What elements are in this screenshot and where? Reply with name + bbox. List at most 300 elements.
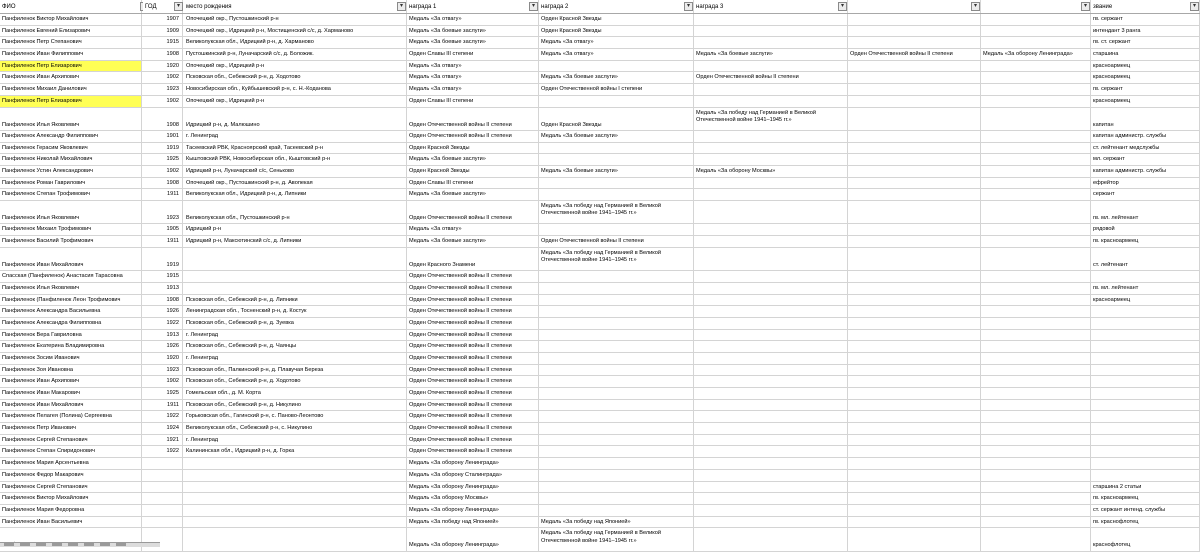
cell-award1[interactable]: Медаль «За отвагу» [407, 84, 539, 95]
cell-birthplace[interactable]: Опочецкий окр., Идрицкий р-н [184, 61, 407, 72]
cell-award3[interactable] [694, 423, 848, 434]
cell-award2[interactable] [539, 411, 694, 422]
cell-award1[interactable]: Медаль «За боевые заслуги» [407, 154, 539, 165]
cell-birthplace[interactable] [184, 493, 407, 504]
cell-col7[interactable] [848, 388, 981, 399]
cell-col8[interactable] [981, 14, 1091, 25]
cell-birthplace[interactable]: г. Ленинград [184, 353, 407, 364]
cell-award2[interactable] [539, 330, 694, 341]
cell-rank[interactable]: старшина 2 статьи [1091, 482, 1200, 493]
cell-fio[interactable]: Панфиленок Вера Гавриловна [0, 330, 142, 341]
cell-rank[interactable] [1091, 411, 1200, 422]
cell-year[interactable] [143, 470, 183, 481]
cell-col8[interactable] [981, 37, 1091, 48]
cell-birthplace[interactable]: Идрицкий р-н, д. Малюшино [184, 108, 407, 130]
cell-col7[interactable] [848, 189, 981, 200]
cell-fio[interactable]: Панфиленок Александра Васильевна [0, 306, 142, 317]
cell-award1[interactable]: Орден Отечественной войны II степени [407, 365, 539, 376]
cell-rank[interactable] [1091, 318, 1200, 329]
cell-award1[interactable]: Орден Отечественной войны II степени [407, 295, 539, 306]
cell-fio[interactable]: Панфиленок Иван Архипович [0, 72, 142, 83]
cell-birthplace[interactable]: г. Ленинград [184, 330, 407, 341]
sheet-tabs[interactable] [0, 542, 160, 547]
cell-rank[interactable]: красноармеец [1091, 72, 1200, 83]
cell-award3[interactable] [694, 470, 848, 481]
cell-award1[interactable]: Медаль «За оборону Ленинграда» [407, 528, 539, 550]
cell-col8[interactable] [981, 458, 1091, 469]
cell-fio[interactable] [0, 528, 142, 550]
cell-award2[interactable] [539, 423, 694, 434]
cell-fio[interactable]: Спасская (Панфиленок) Анастасия Тарасовна [0, 271, 142, 282]
filter-dropdown-icon[interactable]: ▾ [1190, 2, 1199, 11]
cell-award3[interactable] [694, 143, 848, 154]
cell-col7[interactable] [848, 435, 981, 446]
cell-birthplace[interactable]: Псковская обл., Себежский р-н, д. Ходотово [184, 72, 407, 83]
cell-award1[interactable]: Орден Отечественной войны II степени [407, 376, 539, 387]
cell-col8[interactable] [981, 201, 1091, 223]
cell-award1[interactable]: Медаль «За отвагу» [407, 224, 539, 235]
cell-award3[interactable]: Медаль «За победу над Германией в Великой Отечественной войне 1941–1945 гг.» [694, 108, 848, 130]
cell-fio[interactable]: Панфиленок Евгений Елизарович [0, 26, 142, 37]
cell-award3[interactable] [694, 61, 848, 72]
cell-birthplace[interactable]: Новосибирская обл., Куйбышевский р-н, с. Н.-Коданова [184, 84, 407, 95]
header-fio[interactable]: ФИО [0, 0, 142, 13]
sheet-tab[interactable] [100, 543, 110, 546]
filter-dropdown-icon[interactable]: ▾ [529, 2, 538, 11]
cell-award2[interactable]: Медаль «За боевые заслуги» [539, 166, 694, 177]
sheet-tab[interactable] [4, 543, 14, 546]
cell-rank[interactable]: сержант [1091, 189, 1200, 200]
cell-award2[interactable] [539, 400, 694, 411]
cell-col7[interactable] [848, 271, 981, 282]
cell-award2[interactable] [539, 505, 694, 516]
cell-fio[interactable]: Панфиленок Николай Михайлович [0, 154, 142, 165]
cell-col7[interactable] [848, 236, 981, 247]
cell-year[interactable]: 1923 [143, 201, 183, 223]
cell-col7[interactable]: Орден Отечественной войны II степени [848, 49, 981, 60]
sheet-tab[interactable] [20, 543, 30, 546]
cell-year[interactable] [143, 505, 183, 516]
cell-col8[interactable] [981, 400, 1091, 411]
cell-award3[interactable] [694, 178, 848, 189]
cell-rank[interactable]: капитан [1091, 108, 1200, 130]
cell-fio[interactable]: Панфиленок Герасим Яковлевич [0, 143, 142, 154]
cell-award3[interactable] [694, 365, 848, 376]
cell-year[interactable]: 1923 [143, 84, 183, 95]
cell-col7[interactable] [848, 154, 981, 165]
cell-award3[interactable] [694, 96, 848, 107]
cell-fio[interactable]: Панфиленок Иван Михайлович [0, 400, 142, 411]
cell-year[interactable]: 1920 [143, 61, 183, 72]
cell-fio[interactable]: Панфиленок Пелагея (Полина) Сергеевна [0, 411, 142, 422]
cell-year[interactable]: 1902 [143, 166, 183, 177]
cell-birthplace[interactable] [184, 248, 407, 270]
cell-col7[interactable] [848, 143, 981, 154]
cell-award3[interactable] [694, 482, 848, 493]
cell-award2[interactable]: Медаль «За победу над Японией» [539, 517, 694, 528]
cell-col8[interactable] [981, 295, 1091, 306]
cell-award2[interactable] [539, 493, 694, 504]
cell-award2[interactable] [539, 341, 694, 352]
cell-award3[interactable] [694, 505, 848, 516]
cell-year[interactable] [143, 528, 183, 550]
cell-birthplace[interactable] [184, 458, 407, 469]
cell-rank[interactable]: гв. мл. лейтенант [1091, 283, 1200, 294]
header-award2[interactable]: награда 2 [539, 0, 694, 13]
cell-fio[interactable]: Панфиленок Петр Степанович [0, 37, 142, 48]
filter-dropdown-icon[interactable]: ▾ [397, 2, 406, 11]
cell-award3[interactable] [694, 353, 848, 364]
cell-rank[interactable] [1091, 458, 1200, 469]
cell-col7[interactable] [848, 458, 981, 469]
cell-award3[interactable] [694, 341, 848, 352]
cell-award2[interactable] [539, 435, 694, 446]
cell-year[interactable]: 1913 [143, 330, 183, 341]
cell-award2[interactable] [539, 446, 694, 457]
cell-award1[interactable]: Медаль «За боевые заслуги» [407, 236, 539, 247]
cell-award3[interactable] [694, 26, 848, 37]
cell-rank[interactable] [1091, 330, 1200, 341]
cell-year[interactable]: 1925 [143, 154, 183, 165]
cell-award3[interactable] [694, 271, 848, 282]
cell-year[interactable]: 1915 [143, 37, 183, 48]
cell-birthplace[interactable]: Ленинградская обл., Тосненский р-н, д. Костук [184, 306, 407, 317]
cell-birthplace[interactable]: Великолукская обл., Пустошкинский р-н [184, 201, 407, 223]
cell-col8[interactable] [981, 166, 1091, 177]
cell-year[interactable]: 1908 [143, 295, 183, 306]
cell-rank[interactable]: гв. красноармеец [1091, 236, 1200, 247]
cell-col8[interactable] [981, 517, 1091, 528]
cell-col8[interactable] [981, 528, 1091, 550]
cell-award3[interactable] [694, 189, 848, 200]
cell-birthplace[interactable] [184, 470, 407, 481]
cell-rank[interactable] [1091, 341, 1200, 352]
cell-birthplace[interactable] [184, 517, 407, 528]
cell-year[interactable]: 1926 [143, 306, 183, 317]
cell-award1[interactable]: Медаль «За отвагу» [407, 72, 539, 83]
cell-award1[interactable]: Медаль «За боевые заслуги» [407, 189, 539, 200]
cell-award2[interactable] [539, 365, 694, 376]
cell-col7[interactable] [848, 528, 981, 550]
cell-fio[interactable]: Панфиленок Петр Елизарович [0, 61, 142, 72]
cell-award2[interactable] [539, 61, 694, 72]
cell-birthplace[interactable]: Опочецкий окр., Идрицкий р-н, Мостищенский с/с, д. Харманово [184, 26, 407, 37]
cell-year[interactable]: 1911 [143, 189, 183, 200]
cell-col7[interactable] [848, 376, 981, 387]
cell-birthplace[interactable]: Псковская обл., Палкинский р-н, д. Плавучая Береза [184, 365, 407, 376]
cell-fio[interactable]: Панфиленок Илья Яковлевич [0, 283, 142, 294]
header-birthplace[interactable]: место рождения [184, 0, 407, 13]
cell-award2[interactable] [539, 283, 694, 294]
cell-col8[interactable] [981, 283, 1091, 294]
cell-col8[interactable] [981, 493, 1091, 504]
cell-col8[interactable] [981, 341, 1091, 352]
cell-rank[interactable]: гв. мл. лейтенант [1091, 201, 1200, 223]
cell-award1[interactable]: Орден Отечественной войны II степени [407, 108, 539, 130]
cell-award3[interactable] [694, 376, 848, 387]
cell-birthplace[interactable] [184, 283, 407, 294]
cell-year[interactable]: 1908 [143, 108, 183, 130]
cell-col8[interactable] [981, 482, 1091, 493]
cell-col7[interactable] [848, 26, 981, 37]
cell-year[interactable]: 1922 [143, 411, 183, 422]
cell-rank[interactable]: старшина [1091, 49, 1200, 60]
header-award3[interactable]: награда 3 [694, 0, 848, 13]
cell-award3[interactable]: Медаль «За оборону Москвы» [694, 166, 848, 177]
cell-col8[interactable] [981, 178, 1091, 189]
cell-birthplace[interactable]: Кыштовский РВК, Новосибирская обл., Кыштовский р-н [184, 154, 407, 165]
cell-award1[interactable]: Орден Отечественной войны II степени [407, 388, 539, 399]
cell-award1[interactable]: Медаль «За оборону Ленинграда» [407, 482, 539, 493]
cell-award1[interactable]: Орден Красного Знамени [407, 248, 539, 270]
sheet-tab[interactable] [36, 543, 46, 546]
cell-year[interactable] [143, 482, 183, 493]
cell-award1[interactable]: Орден Отечественной войны II степени [407, 306, 539, 317]
cell-fio[interactable]: Панфиленок Екатерина Владимировна [0, 341, 142, 352]
cell-col8[interactable] [981, 435, 1091, 446]
cell-col8[interactable] [981, 330, 1091, 341]
cell-rank[interactable]: краснофлотец [1091, 528, 1200, 550]
cell-rank[interactable]: гв. краснофлотец [1091, 517, 1200, 528]
cell-birthplace[interactable]: Идрицкий р-н [184, 224, 407, 235]
cell-birthplace[interactable]: Великолукская обл., Себежский р-н, с. Никулино [184, 423, 407, 434]
cell-birthplace[interactable] [184, 528, 407, 550]
cell-rank[interactable] [1091, 365, 1200, 376]
cell-award1[interactable]: Орден Отечественной войны II степени [407, 330, 539, 341]
cell-col8[interactable]: Медаль «За оборону Ленинграда» [981, 49, 1091, 60]
header-col8[interactable] [981, 0, 1091, 13]
cell-award1[interactable]: Орден Отечественной войны II степени [407, 435, 539, 446]
cell-col8[interactable] [981, 131, 1091, 142]
cell-rank[interactable]: гв. красноармеец [1091, 493, 1200, 504]
cell-col8[interactable] [981, 224, 1091, 235]
cell-col7[interactable] [848, 341, 981, 352]
cell-col7[interactable] [848, 330, 981, 341]
cell-award1[interactable]: Медаль «За отвагу» [407, 61, 539, 72]
cell-birthplace[interactable] [184, 505, 407, 516]
cell-award1[interactable]: Орден Красной Звезды [407, 143, 539, 154]
cell-col7[interactable] [848, 96, 981, 107]
filter-dropdown-icon[interactable]: ▾ [838, 2, 847, 11]
cell-award1[interactable]: Орден Отечественной войны II степени [407, 201, 539, 223]
cell-birthplace[interactable]: Псковская обл., Себежский р-н, д. Липники [184, 295, 407, 306]
cell-award3[interactable] [694, 458, 848, 469]
cell-birthplace[interactable]: Идрицкий р-н, Максютинский с/с, д. Липники [184, 236, 407, 247]
cell-birthplace[interactable]: Псковская обл., Себежский р-н, д. Ходотово [184, 376, 407, 387]
cell-birthplace[interactable]: Псковская обл., Себежский р-н, д. Чаянцы [184, 341, 407, 352]
cell-year[interactable]: 1911 [143, 236, 183, 247]
cell-birthplace[interactable] [184, 271, 407, 282]
cell-birthplace[interactable]: Великолукская обл., Идрицкий р-н, д. Харманово [184, 37, 407, 48]
cell-col7[interactable] [848, 131, 981, 142]
cell-year[interactable]: 1922 [143, 446, 183, 457]
cell-col7[interactable] [848, 84, 981, 95]
cell-award2[interactable] [539, 178, 694, 189]
sheet-tab[interactable] [52, 543, 62, 546]
cell-fio[interactable]: Панфиленок Михаил Трофимович [0, 224, 142, 235]
cell-rank[interactable] [1091, 376, 1200, 387]
cell-col7[interactable] [848, 505, 981, 516]
cell-award3[interactable] [694, 400, 848, 411]
cell-fio[interactable]: Панфиленок Александра Филипповна [0, 318, 142, 329]
cell-award2[interactable]: Медаль «За боевые заслуги» [539, 72, 694, 83]
cell-award1[interactable]: Медаль «За оборону Ленинграда» [407, 458, 539, 469]
cell-year[interactable]: 1907 [143, 14, 183, 25]
cell-award2[interactable]: Орден Красной Звезды [539, 108, 694, 130]
cell-year[interactable] [143, 458, 183, 469]
cell-fio[interactable]: Панфиленок Иван Васильевич [0, 517, 142, 528]
cell-birthplace[interactable]: Горьковская обл., Гагинский р-н, с. Паново-Леонтово [184, 411, 407, 422]
sheet-tab[interactable] [68, 543, 78, 546]
cell-award2[interactable] [539, 458, 694, 469]
cell-fio[interactable]: Панфиленок Мария Федоровна [0, 505, 142, 516]
cell-birthplace[interactable]: г. Ленинград [184, 435, 407, 446]
cell-rank[interactable]: ст. лейтенант [1091, 248, 1200, 270]
cell-year[interactable]: 1911 [143, 400, 183, 411]
cell-award2[interactable]: Орден Отечественной войны II степени [539, 236, 694, 247]
cell-col7[interactable] [848, 411, 981, 422]
filter-dropdown-icon[interactable]: ▾ [971, 2, 980, 11]
cell-rank[interactable]: ст. лейтенант медслужбы [1091, 143, 1200, 154]
cell-award1[interactable]: Орден Отечественной войны II степени [407, 353, 539, 364]
cell-col7[interactable] [848, 482, 981, 493]
cell-rank[interactable]: гв. сержант [1091, 84, 1200, 95]
cell-col8[interactable] [981, 72, 1091, 83]
cell-year[interactable]: 1919 [143, 248, 183, 270]
cell-award2[interactable] [539, 295, 694, 306]
cell-col8[interactable] [981, 365, 1091, 376]
cell-award2[interactable]: Медаль «За победу над Германией в Великой Отечественной войне 1941–1945 гг.» [539, 201, 694, 223]
cell-year[interactable]: 1915 [143, 271, 183, 282]
cell-award2[interactable] [539, 306, 694, 317]
cell-rank[interactable] [1091, 423, 1200, 434]
cell-col7[interactable] [848, 423, 981, 434]
cell-col8[interactable] [981, 84, 1091, 95]
cell-award2[interactable] [539, 96, 694, 107]
cell-col8[interactable] [981, 96, 1091, 107]
cell-award2[interactable] [539, 154, 694, 165]
cell-award3[interactable] [694, 318, 848, 329]
cell-fio[interactable]: Панфиленок (Панфиленок Леон Трофимович [0, 295, 142, 306]
cell-award3[interactable] [694, 224, 848, 235]
cell-birthplace[interactable]: Пустошкинский р-н, Луначарский с/с, д. Боложик. [184, 49, 407, 60]
cell-award1[interactable]: Орден Отечественной войны II степени [407, 131, 539, 142]
cell-col8[interactable] [981, 376, 1091, 387]
cell-award2[interactable] [539, 482, 694, 493]
cell-award1[interactable]: Медаль «За оборону Ленинграда» [407, 505, 539, 516]
cell-birthplace[interactable]: Опочецкий окр., Идрицкий р-н [184, 96, 407, 107]
cell-award1[interactable]: Орден Отечественной войны II степени [407, 446, 539, 457]
cell-year[interactable]: 1901 [143, 131, 183, 142]
cell-rank[interactable]: красноармеец [1091, 295, 1200, 306]
cell-birthplace[interactable]: Гомельская обл., д. М. Корта [184, 388, 407, 399]
cell-award2[interactable] [539, 388, 694, 399]
cell-fio[interactable]: Панфиленок Петр Елизарович [0, 96, 142, 107]
cell-award1[interactable]: Медаль «За боевые заслуги» [407, 37, 539, 48]
cell-award3[interactable] [694, 131, 848, 142]
cell-col7[interactable] [848, 470, 981, 481]
cell-col8[interactable] [981, 353, 1091, 364]
cell-award1[interactable]: Медаль «За боевые заслуги» [407, 26, 539, 37]
cell-fio[interactable]: Панфиленок Василий Трофимович [0, 236, 142, 247]
cell-birthplace[interactable]: Псковская обл., Себежский р-н, д. Никулино [184, 400, 407, 411]
cell-col7[interactable] [848, 306, 981, 317]
cell-award3[interactable] [694, 435, 848, 446]
cell-birthplace[interactable]: Идрицкий р-н, Луначарский с/с, Сеньково [184, 166, 407, 177]
cell-year[interactable]: 1924 [143, 423, 183, 434]
cell-rank[interactable]: рядовой [1091, 224, 1200, 235]
cell-fio[interactable]: Панфиленок Роман Гаврилович [0, 178, 142, 189]
cell-birthplace[interactable]: Тасеевский РВК, Красноярский край, Тасеевский р-н [184, 143, 407, 154]
cell-award3[interactable] [694, 154, 848, 165]
cell-award3[interactable] [694, 37, 848, 48]
cell-year[interactable] [143, 493, 183, 504]
cell-year[interactable]: 1920 [143, 353, 183, 364]
cell-fio[interactable]: Панфиленок Зоя Ивановна [0, 365, 142, 376]
cell-col8[interactable] [981, 143, 1091, 154]
cell-award2[interactable] [539, 224, 694, 235]
cell-year[interactable]: 1921 [143, 435, 183, 446]
cell-col8[interactable] [981, 505, 1091, 516]
cell-award1[interactable]: Орден Славы III степени [407, 49, 539, 60]
filter-dropdown-icon[interactable]: ▾ [1081, 2, 1090, 11]
cell-award2[interactable]: Медаль «За победу над Германией в Великой Отечественной войне 1941–1945 гг.» [539, 528, 694, 550]
cell-award1[interactable]: Орден Отечественной войны II степени [407, 411, 539, 422]
cell-award1[interactable]: Медаль «За оборону Сталинграда» [407, 470, 539, 481]
cell-col7[interactable] [848, 224, 981, 235]
cell-award3[interactable] [694, 248, 848, 270]
cell-col7[interactable] [848, 365, 981, 376]
cell-award3[interactable] [694, 330, 848, 341]
cell-award2[interactable] [539, 143, 694, 154]
cell-fio[interactable]: Панфиленок Мария Арсентьевна [0, 458, 142, 469]
cell-col8[interactable] [981, 108, 1091, 130]
cell-year[interactable]: 1922 [143, 318, 183, 329]
cell-award3[interactable] [694, 306, 848, 317]
cell-col8[interactable] [981, 154, 1091, 165]
cell-col8[interactable] [981, 306, 1091, 317]
cell-col8[interactable] [981, 446, 1091, 457]
cell-fio[interactable]: Панфиленок Федор Макарович [0, 470, 142, 481]
cell-award1[interactable]: Орден Славы III степени [407, 178, 539, 189]
cell-award2[interactable] [539, 376, 694, 387]
cell-award3[interactable] [694, 517, 848, 528]
header-award1[interactable]: награда 1 [407, 0, 539, 13]
cell-rank[interactable]: капитан администр. службы [1091, 131, 1200, 142]
cell-award3[interactable] [694, 446, 848, 457]
cell-award1[interactable]: Орден Красной Звезды [407, 166, 539, 177]
cell-birthplace[interactable]: Опочецкий окр., Пустошкинский р-н [184, 14, 407, 25]
cell-year[interactable]: 1925 [143, 388, 183, 399]
cell-rank[interactable]: интендант 3 ранга [1091, 26, 1200, 37]
cell-rank[interactable]: мл. сержант [1091, 154, 1200, 165]
cell-award2[interactable] [539, 470, 694, 481]
cell-year[interactable]: 1908 [143, 178, 183, 189]
cell-col7[interactable] [848, 353, 981, 364]
cell-year[interactable]: 1902 [143, 72, 183, 83]
cell-year[interactable]: 1905 [143, 224, 183, 235]
cell-col7[interactable] [848, 283, 981, 294]
cell-rank[interactable]: гв. ст. сержант [1091, 37, 1200, 48]
cell-award3[interactable] [694, 493, 848, 504]
cell-award3[interactable] [694, 528, 848, 550]
cell-col7[interactable] [848, 72, 981, 83]
cell-fio[interactable]: Панфиленок Степан Трофимович [0, 189, 142, 200]
cell-birthplace[interactable]: г. Ленинград [184, 131, 407, 142]
cell-col8[interactable] [981, 61, 1091, 72]
cell-year[interactable]: 1926 [143, 341, 183, 352]
cell-rank[interactable]: красноармеец [1091, 96, 1200, 107]
